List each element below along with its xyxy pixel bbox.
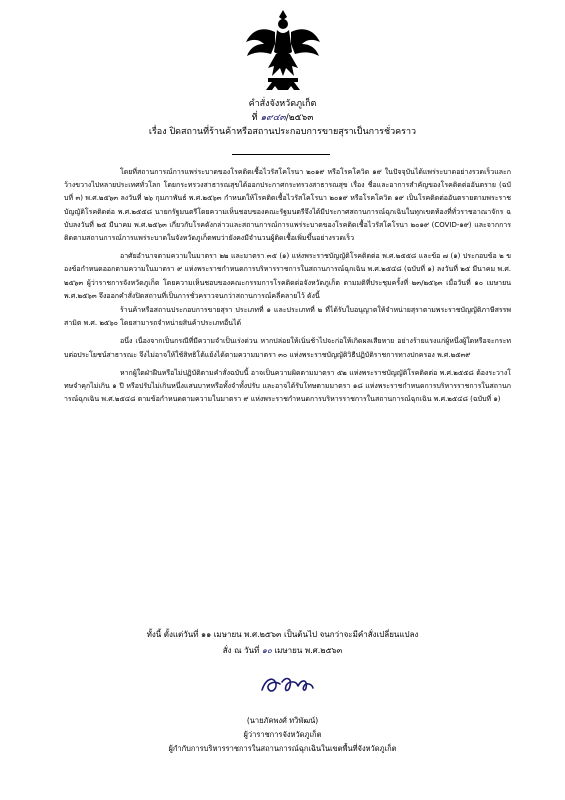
order-body (64, 166, 511, 411)
ordered-day-handwritten: ๑๐ (261, 646, 272, 655)
order-number-prefix: ที่ (251, 113, 258, 123)
signatory-position: ผู้ว่าราชการจังหวัดภูเก็ต (243, 730, 322, 739)
ordered-date (0, 644, 565, 657)
order-number (0, 112, 565, 125)
order-title: คำสั่งจังหวัดภูเก็ต (248, 99, 317, 109)
order-number-handwritten: ๑๙๔๓ (260, 113, 286, 123)
subject-divider (232, 154, 330, 155)
signatory-name: (นายภัคพงศ์ ทวิพัฒน์) (246, 716, 319, 725)
garuda-emblem (244, 8, 322, 92)
governor-signature (258, 672, 316, 698)
order-number-suffix: /๒๕๖๓ (285, 113, 314, 123)
ordered-date-rest: เมษายน พ.ศ.๒๕๖๓ (274, 646, 343, 655)
ordered-date-prefix: สั่ง ณ วันที่ (222, 646, 260, 655)
paragraph-closure-scope: ร้านค้าหรือสถานประกอบการขายสุรา ประเภทที่ ๑ และประเภทที่ ๒ ที่ได้รับใบอนุญาตให้จำหน่ายสุราตามพระราชบัญญัติภาษีสรรพสามิต พ.ศ. ๒๕๖๐ โดยสามารถจำหน่ายสินค้าประเภทอื่นได้ (64, 306, 511, 328)
paragraph-authority: อาศัยอำนาจตามความในมาตรา ๒๒ และมาตรา ๓๕ (๑) แห่งพระราชบัญญัติโรคติดต่อ พ.ศ.๒๕๕๘ และข้อ ๗ (๑) ประกอบข้อ ๒ ของข้อกำหนดออกตามความในมาตรา ๙ แห่งพระราชกำหนดการบริหารราชการในสถานการณ์ฉุกเฉิน พ.ศ.๒๕๔๘ (ฉบับที่ ๑) ลงวันที่ ๒๕ มีนาคม พ.ศ.๒๕๖๓ ผู้ว่าราชการจังหวัดภูเก็ต โดยความเห็นชอบของคณะกรรมการโรคติดต่อจังหวัดภูเก็ต ตามมติที่ประชุมครั้งที่ ๒๓/๒๕๖๓ เมื่อวันที่ ๑๐ เมษายน พ.ศ.๒๕๖๓ จึงออกคำสั่งปิดสถานที่เป็นการชั่วคราวจนกว่าสถานการณ์คลี่คลายไว้ ดังนี้ (64, 252, 511, 300)
effective-date: ทั้งนี้ ตั้งแต่วันที่ ๑๑ เมษายน พ.ศ.๒๕๖๓ เป็นต้นไป จนกว่าจะมีคำสั่งเปลี่ยนแปลง (146, 630, 419, 639)
paragraph-background: โดยที่สถานการณ์การแพร่ระบาดของโรคติดเชื้อไวรัสโคโรนา ๒๐๑๙ หรือโรคโควิด ๑๙ ในปัจจุบันได้แพร่ระบาดอย่างรวดเร็วและกว้างขวางไปหลายประเทศทั่วโลก โดยกระทรวงสาธารณสุขได้ออกประกาศกระทรวงสาธารณสุข เรื่อง ชื่อและอาการสำคัญของโรคติดต่ออันตราย (ฉบับที่ ๓) พ.ศ.๒๕๖๓ ลงวันที่ ๒๖ กุมภาพันธ์ พ.ศ.๒๕๖๓ กำหนดให้โรคติดเชื้อไวรัสโคโรนา ๒๐๑๙ หรือโรคโควิด ๑๙ เป็นโรคติดต่ออันตรายตามพระราชบัญญัติโรคติดต่อ พ.ศ.๒๕๕๘ นายกรัฐมนตรีโดยความเห็นชอบของคณะรัฐมนตรีจึงได้มีประกาศสถานการณ์ฉุกเฉินในทุกเขตท้องที่ทั่วราชอาณาจักร ฉบับลงวันที่ ๒๕ มีนาคม พ.ศ.๒๕๖๓ เกี่ยวกับโรคดังกล่าวและสถานการณ์การแพร่ระบาดของโรคติดเชื้อไวรัสโคโรนา ๒๐๑๙ (COVID-๑๙) และจากการติดตามสถานการณ์การแพร่ระบาดในจังหวัดภูเก็ตพบว่ายังคงมีจำนวนผู้ติดเชื้อเพิ่มขึ้นอย่างรวดเร็ว (64, 168, 511, 243)
signatory-role: ผู้กำกับการบริหารราชการในสถานการณ์ฉุกเฉินในเขตพื้นที่จังหวัดภูเก็ต (168, 744, 397, 753)
order-subject: เรื่อง ปิดสถานที่ร้านค้าหรือสถานประกอบการขายสุราเป็นการชั่วคราว (148, 127, 417, 137)
paragraph-penalty: หากผู้ใดฝ่าฝืนหรือไม่ปฏิบัติตามคำสั่งฉบับนี้ อาจเป็นความผิดตามมาตรา ๕๒ แห่งพระราชบัญญัติโรคติดต่อ พ.ศ.๒๕๕๘ ต้องระวางโทษจำคุกไม่เกิน ๑ ปี หรือปรับไม่เกินหนึ่งแสนบาทหรือทั้งจำทั้งปรับ และอาจได้รับโทษตามมาตรา ๑๘ แห่งพระราชกำหนดการบริหารราชการในสถานการณ์ฉุกเฉิน พ.ศ.๒๕๔๘ ตามข้อกำหนดตามความในมาตรา ๙ แห่งพระราชกำหนดการบริหารราชการในสถานการณ์ฉุกเฉิน พ.ศ.๒๕๔๘ (ฉบับที่ ๑) (64, 368, 511, 404)
paragraph-urgency: อนึ่ง เนื่องจากเป็นกรณีที่มีความจำเป็นเร่งด่วน หากปล่อยให้เนิ่นช้าไปจะก่อให้เกิดผลเสียหาย อย่างร้ายแรงแก่ผู้หนึ่งผู้ใดหรือจะกระทบต่อประโยชน์สาธารณะ จึงไม่อาจให้ใช้สิทธิโต้แย้งได้ตามความมาตรา ๓๐ แห่งพระราชบัญญัติวิธีปฏิบัติราชการทางปกครอง พ.ศ.๒๕๓๙ (64, 337, 511, 359)
